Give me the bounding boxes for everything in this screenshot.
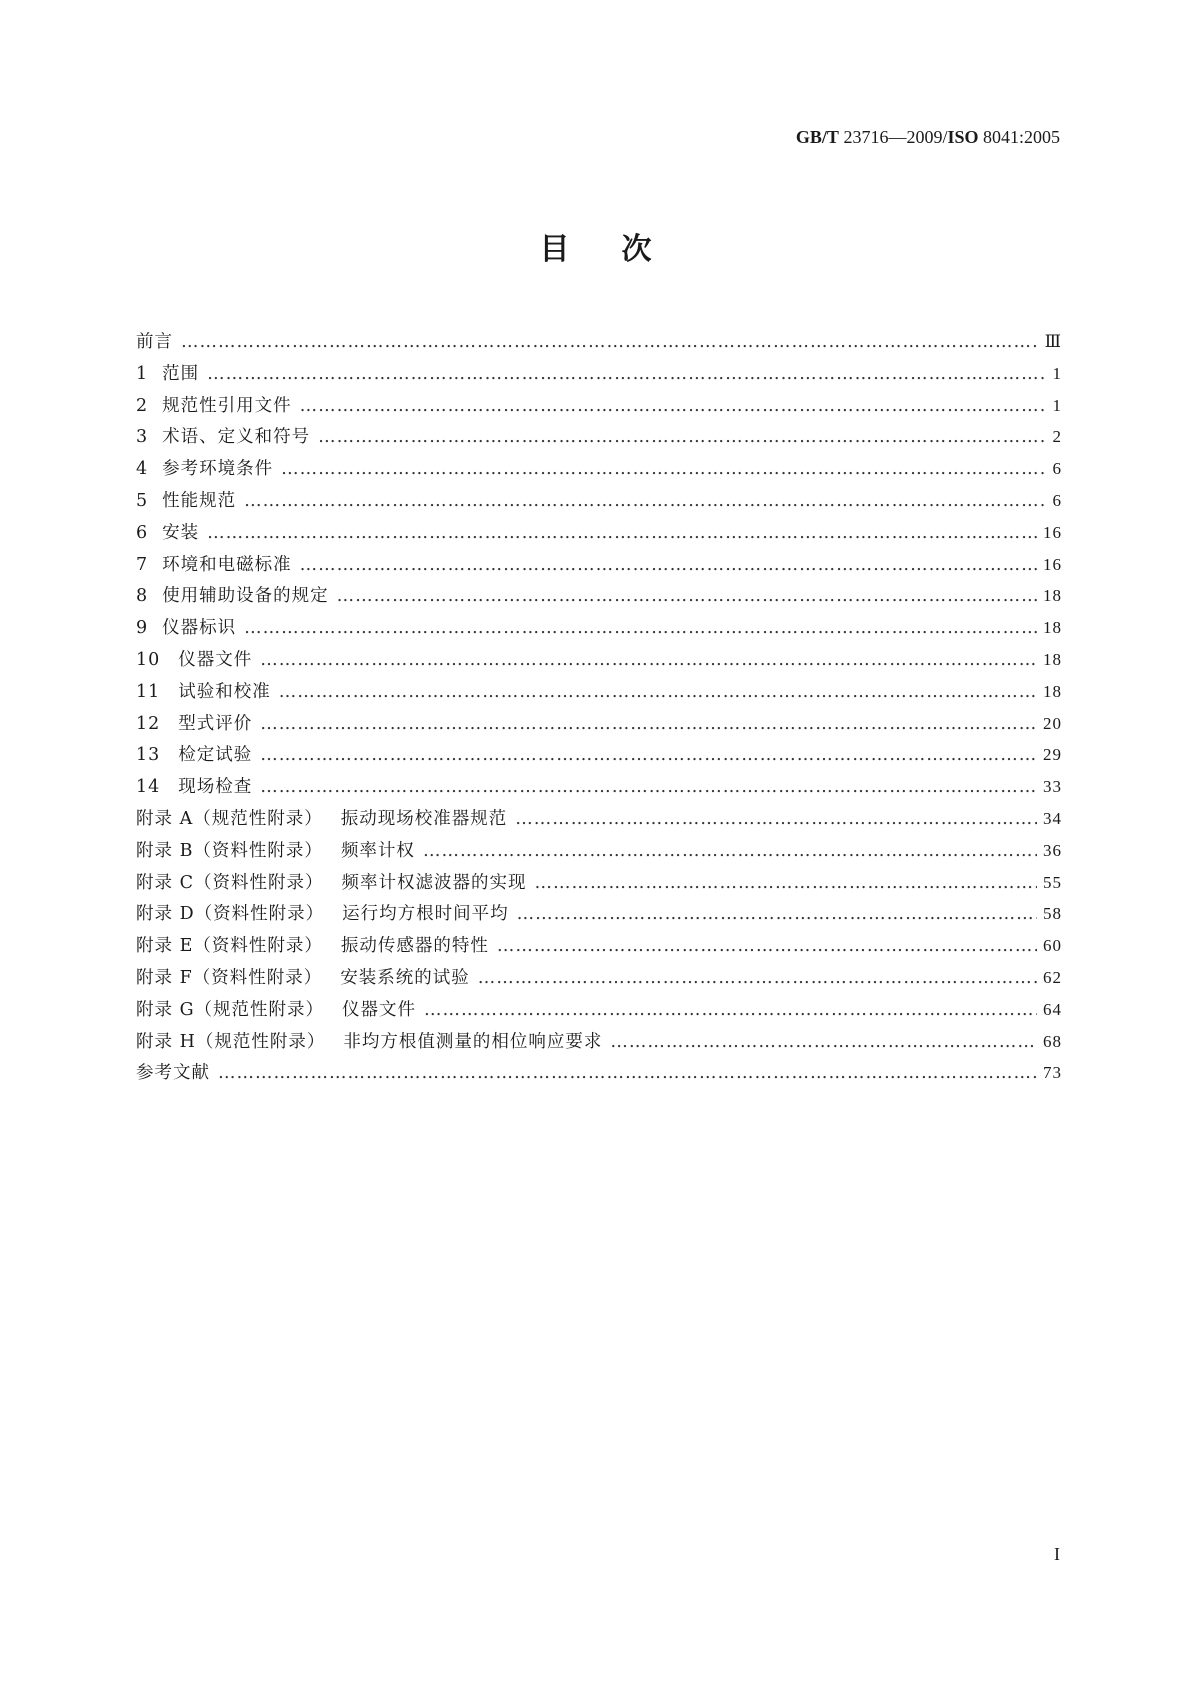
toc-entry-page: 18 [1043,586,1062,606]
toc-entry[interactable] [136,614,1062,646]
toc-entry-number: 6 [136,522,149,543]
toc-leader-dots [610,1032,1037,1052]
toc-title: 目次 [539,232,704,267]
toc-entry-subtitle: 运行均方根时间平均 [342,904,509,925]
toc-entry-page: 20 [1043,713,1062,733]
toc-entry[interactable] [136,773,1062,805]
toc-leader-dots [207,523,1037,543]
iso-prefix: ISO [947,127,979,147]
toc-leader-dots [423,841,1037,861]
toc-entry-page: 1 [1052,395,1062,415]
toc-entry-label: 附录 F（资料性附录） [136,967,323,988]
toc-entry-page: 1 [1052,363,1062,383]
toc-entry-subtitle: 频率计权滤波器的实现 [341,872,527,893]
toc-entry[interactable] [136,1028,1062,1060]
toc-entry-number: 12 [136,713,161,734]
toc-entry[interactable] [136,837,1062,869]
toc-entry-label: 附录 C（资料性附录） [136,872,324,893]
toc-entry-page: 60 [1043,936,1062,956]
toc-entry[interactable] [136,646,1062,678]
toc-entry-label: 附录 E（资料性附录） [136,936,323,957]
toc-entry-label: 参考环境条件 [162,459,274,480]
toc-entry-page: 62 [1043,967,1062,987]
toc-leader-dots [478,968,1037,988]
standard-code: 23716—2009/ [838,127,948,147]
toc-leader-dots [260,745,1037,765]
toc-entry-label: 附录 G（规范性附录） [136,999,325,1020]
page-number: I [1054,1544,1060,1564]
toc-entry[interactable] [136,710,1062,742]
toc-entry-page: 55 [1043,872,1062,892]
toc-entry-page: 6 [1052,459,1062,479]
toc-entry-page: 18 [1043,681,1062,701]
toc-entry-page: 2 [1052,427,1062,447]
toc-leader-dots [300,555,1037,575]
toc-entry-number: 11 [136,681,161,702]
toc-entry[interactable] [136,678,1062,710]
toc-entry-subtitle: 振动传感器的特性 [340,936,489,957]
toc-entry-label: 附录 D（资料性附录） [136,904,325,925]
toc-leader-dots [515,809,1037,829]
toc-leader-dots [337,586,1037,606]
toc-entry-page: 33 [1043,777,1062,797]
toc-leader-dots [260,714,1037,734]
toc-leader-dots [244,491,1046,511]
toc-entry-page: 18 [1043,618,1062,638]
toc-entry[interactable] [136,582,1062,614]
toc-entry-subtitle: 安装系统的试验 [340,967,470,988]
toc-entry[interactable] [136,900,1062,932]
toc-leader-dots [260,650,1037,670]
toc-entry-label: 现场检查 [178,777,253,798]
toc-entry[interactable] [136,360,1062,392]
toc-entry-page: 34 [1043,808,1062,828]
toc-entry-number: 10 [136,649,161,670]
toc-entry-label: 使用辅助设备的规定 [162,586,329,607]
table-of-contents [136,328,1062,1091]
toc-leader-dots [300,396,1047,416]
toc-entry[interactable] [136,932,1062,964]
toc-entry-subtitle: 仪器文件 [342,999,417,1020]
standard-prefix: GB/T [795,127,839,147]
toc-entry-number: 7 [136,554,149,575]
toc-entry-page: 18 [1043,649,1062,669]
toc-entry-page: 16 [1043,554,1062,574]
toc-leader-dots [497,936,1037,956]
toc-entry-label: 前言 [136,332,173,352]
toc-leader-dots [218,1063,1037,1083]
toc-entry[interactable] [136,487,1062,519]
toc-entry-number: 3 [136,427,149,448]
toc-entry-label: 范围 [162,363,200,384]
toc-entry-page: 68 [1043,1031,1062,1051]
toc-entry-label: 环境和电磁标准 [162,554,292,575]
toc-leader-dots [281,459,1046,479]
toc-entry-label: 附录 B（资料性附录） [136,840,323,861]
toc-entry-label: 性能规范 [162,490,237,511]
toc-entry[interactable] [136,805,1062,837]
toc-entry-page: 29 [1043,745,1062,765]
toc-entry-label: 参考文献 [136,1063,210,1084]
toc-entry-label: 检定试验 [178,745,253,766]
toc-entry-label: 型式评价 [178,713,253,734]
toc-entry-number: 5 [136,490,149,511]
toc-entry[interactable] [136,996,1062,1028]
toc-entry-page: 6 [1052,490,1062,510]
toc-entry[interactable] [136,392,1062,424]
toc-entry-page: 73 [1043,1063,1062,1083]
toc-leader-dots [207,364,1046,384]
toc-entry-page: 36 [1043,840,1062,860]
toc-entry[interactable] [136,423,1062,455]
iso-code: 8041:2005 [978,127,1060,147]
toc-entry-label: 安装 [162,522,200,543]
toc-entry-subtitle: 频率计权 [340,840,415,861]
toc-entry-label: 试验和校准 [178,681,271,702]
toc-entry[interactable] [136,964,1062,996]
toc-entry[interactable] [136,741,1062,773]
toc-leader-dots [260,777,1037,797]
toc-entry-number: 8 [136,586,149,607]
toc-leader-dots [181,332,1039,352]
toc-leader-dots [318,427,1046,447]
toc-entry-page: 58 [1043,904,1062,924]
toc-leader-dots [517,904,1037,924]
toc-entry-subtitle: 振动现场校准器规范 [340,808,508,829]
toc-entry-number: 2 [136,395,149,416]
toc-entry[interactable] [136,455,1062,487]
toc-entry-label: 仪器标识 [162,618,237,639]
toc-entry[interactable] [136,1059,1062,1091]
toc-entry-label: 术语、定义和符号 [162,427,311,448]
toc-leader-dots [279,682,1037,702]
toc-entry[interactable] [136,519,1062,551]
standard-number-header [796,127,1060,148]
toc-entry-page: 64 [1043,999,1062,1019]
toc-entry-label: 附录 A（规范性附录） [136,808,323,829]
toc-entry-label: 附录 H（规范性附录） [136,1031,326,1052]
toc-entry-number: 14 [136,777,161,798]
toc-entry-label: 仪器文件 [178,649,253,670]
toc-leader-dots [534,873,1037,893]
toc-entry-number: 13 [136,745,161,766]
toc-entry-subtitle: 非均方根值测量的相位响应要求 [343,1031,603,1052]
toc-entry[interactable] [136,551,1062,583]
toc-entry-number: 9 [136,618,149,639]
toc-entry-number: 4 [136,459,149,480]
toc-entry[interactable] [136,869,1062,901]
toc-entry-page: 16 [1043,522,1062,542]
toc-entry-number: 1 [136,363,149,384]
toc-entry-label: 规范性引用文件 [162,395,292,416]
toc-leader-dots [244,618,1037,638]
toc-leader-dots [424,1000,1037,1020]
toc-entry-page: Ⅲ [1044,332,1062,351]
toc-entry[interactable] [136,328,1062,360]
